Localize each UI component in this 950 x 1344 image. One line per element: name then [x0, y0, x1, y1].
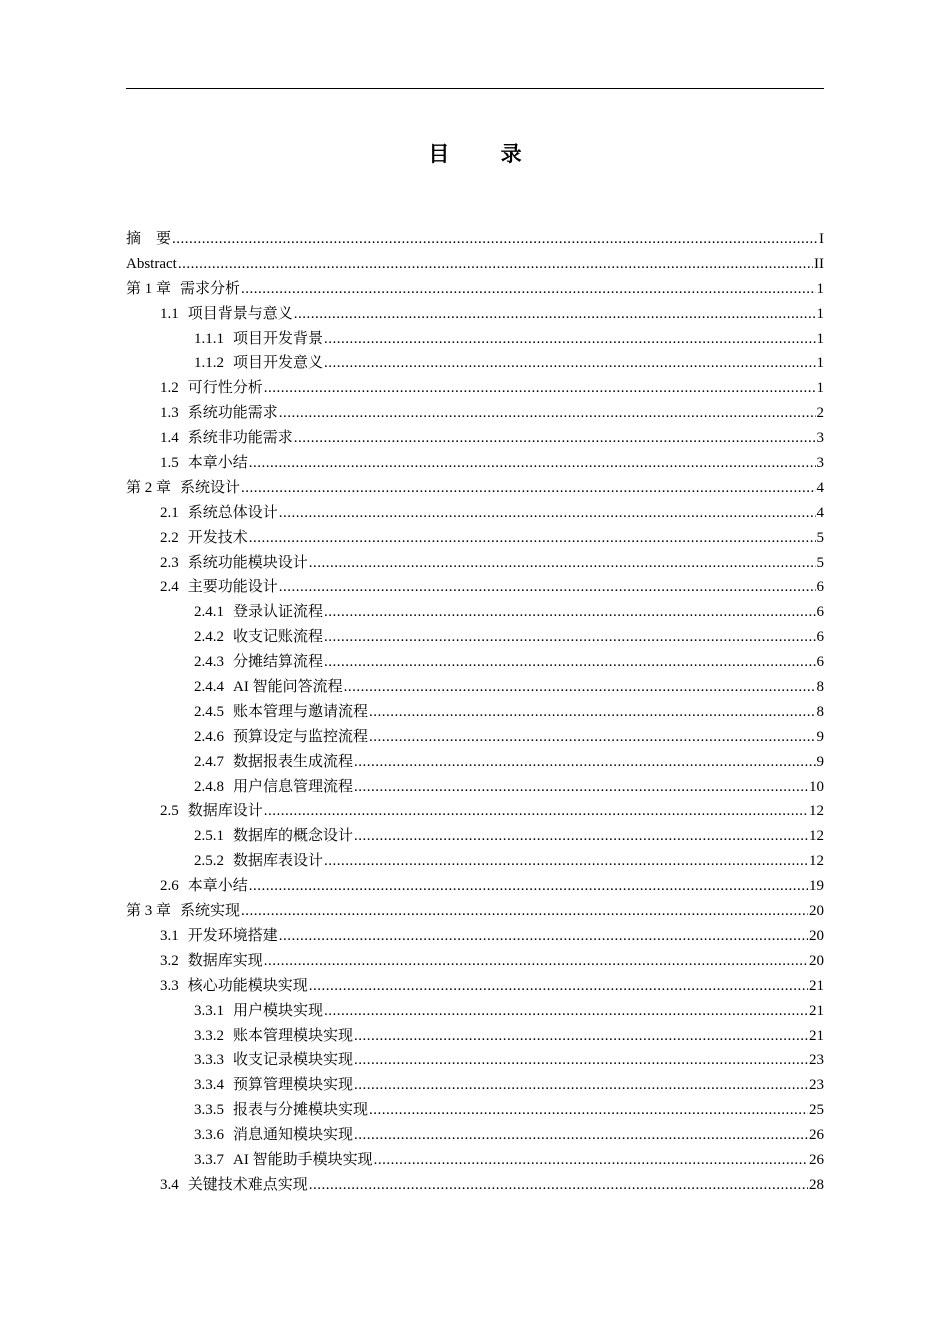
toc-page-number: 23 — [809, 1052, 824, 1069]
toc-entry-number: 3.3.4 — [194, 1077, 224, 1094]
toc-entry-title: 开发技术 — [187, 529, 248, 546]
toc-entry-title: 本章小结 — [187, 878, 248, 895]
toc-page-number: 23 — [809, 1077, 824, 1094]
toc-entry[interactable] — [126, 924, 824, 949]
toc-page-number: 6 — [816, 654, 824, 671]
toc-entry-number: 第 3 章 — [126, 903, 172, 920]
toc-dot-leader — [249, 451, 816, 476]
toc-page-number: 3 — [816, 455, 824, 472]
toc-dot-leader — [279, 401, 816, 426]
toc-page-number: 28 — [809, 1176, 824, 1193]
toc-page-number: 6 — [816, 604, 824, 621]
toc-entry-number: 3.3.5 — [194, 1102, 224, 1119]
toc-entry-title: 系统设计 — [180, 479, 241, 496]
toc-entry-number: 3.3.7 — [194, 1151, 224, 1168]
toc-entry[interactable] — [126, 351, 824, 376]
toc-entry-title: 用户模块实现 — [233, 1002, 324, 1019]
toc-entry[interactable] — [126, 949, 824, 974]
toc-entry-number: 2.4.5 — [194, 703, 224, 720]
toc-dot-leader — [178, 252, 813, 277]
toc-page-number: 2 — [816, 405, 824, 422]
toc-entry-number: 2.2 — [160, 529, 179, 546]
toc-entry-number: 3.3.3 — [194, 1052, 224, 1069]
table-of-contents — [126, 227, 824, 1198]
toc-dot-leader — [279, 924, 808, 949]
toc-entry-title: 关键技术难点实现 — [187, 1176, 308, 1193]
toc-entry[interactable] — [126, 551, 824, 576]
toc-entry[interactable] — [126, 327, 824, 352]
toc-page-number: 1 — [816, 330, 824, 347]
toc-entry[interactable] — [126, 575, 824, 600]
toc-entry-number: 2.4.6 — [194, 728, 224, 745]
toc-page-number: 6 — [816, 629, 824, 646]
toc-entry-title: 登录认证流程 — [233, 604, 324, 621]
toc-dot-leader — [279, 501, 816, 526]
page-title: 目 录 — [428, 142, 544, 166]
toc-entry[interactable] — [126, 824, 824, 849]
toc-dot-leader — [354, 1048, 808, 1073]
header-rule — [126, 88, 824, 89]
toc-entry[interactable] — [126, 451, 824, 476]
toc-page-number: 12 — [809, 853, 824, 870]
toc-entry-title: 预算设定与监控流程 — [233, 728, 369, 745]
toc-dot-leader — [264, 376, 816, 401]
toc-entry-number: 3.3.6 — [194, 1127, 224, 1144]
toc-entry[interactable] — [126, 1098, 824, 1123]
toc-entry-title: 摘 要 — [126, 231, 172, 247]
toc-entry-title: 分摊结算流程 — [233, 654, 324, 671]
toc-dot-leader — [324, 849, 808, 874]
toc-entry-title: 数据库设计 — [187, 803, 263, 820]
toc-entry[interactable] — [126, 700, 824, 725]
toc-dot-leader — [264, 949, 808, 974]
toc-dot-leader — [241, 476, 815, 501]
toc-entry[interactable] — [126, 974, 824, 999]
toc-entry[interactable] — [126, 501, 824, 526]
toc-page-number: 1 — [816, 355, 824, 372]
toc-entry-title: AI 智能助手模块实现 — [233, 1151, 373, 1168]
toc-page-number: 12 — [809, 803, 824, 820]
toc-page-number: 5 — [816, 554, 824, 571]
toc-page-number: 20 — [809, 903, 824, 920]
toc-entry[interactable] — [126, 1024, 824, 1049]
toc-page-number: 12 — [809, 828, 824, 845]
toc-entry[interactable] — [126, 775, 824, 800]
toc-entry-title: 项目开发意义 — [233, 355, 324, 372]
toc-dot-leader — [369, 1098, 808, 1123]
toc-entry[interactable] — [126, 999, 824, 1024]
toc-dot-leader — [324, 625, 815, 650]
toc-dot-leader — [354, 1073, 808, 1098]
toc-entry-number: 2.5 — [160, 803, 179, 820]
toc-entry-title: 可行性分析 — [187, 380, 263, 397]
toc-dot-leader — [324, 327, 815, 352]
toc-dot-leader — [294, 302, 816, 327]
toc-dot-leader — [374, 1148, 808, 1173]
toc-dot-leader — [369, 725, 815, 750]
toc-entry-number: 2.4.8 — [194, 778, 224, 795]
toc-dot-leader — [249, 874, 808, 899]
toc-entry-number: 2.3 — [160, 554, 179, 571]
toc-entry-title: 账本管理与邀请流程 — [233, 703, 369, 720]
toc-entry-title: 账本管理模块实现 — [233, 1027, 354, 1044]
toc-entry-title: 收支记账流程 — [233, 629, 324, 646]
toc-entry-number: 2.4.7 — [194, 753, 224, 770]
toc-entry-title: AI 智能问答流程 — [233, 679, 343, 696]
toc-entry[interactable] — [126, 1048, 824, 1073]
toc-entry-title: 数据库表设计 — [233, 853, 324, 870]
toc-entry-title: 收支记录模块实现 — [233, 1052, 354, 1069]
toc-entry-number: 2.5.2 — [194, 853, 224, 870]
toc-entry-title: 系统功能模块设计 — [187, 554, 308, 571]
toc-entry-number: 3.3.1 — [194, 1002, 224, 1019]
toc-entry[interactable] — [126, 252, 824, 277]
toc-dot-leader — [354, 775, 808, 800]
toc-entry[interactable] — [126, 277, 824, 302]
toc-entry-number: 2.5.1 — [194, 828, 224, 845]
toc-entry-title: 用户信息管理流程 — [233, 778, 354, 795]
toc-entry[interactable] — [126, 650, 824, 675]
toc-entry-number: 1.4 — [160, 430, 179, 447]
toc-entry-number: 3.3.2 — [194, 1027, 224, 1044]
toc-dot-leader — [241, 277, 815, 302]
toc-page-number: 21 — [809, 977, 824, 994]
toc-page-number: 20 — [809, 927, 824, 944]
toc-page-number: 19 — [809, 878, 824, 895]
toc-entry-number: 3.2 — [160, 952, 179, 969]
toc-entry-number: 3.1 — [160, 927, 179, 944]
toc-page-number: I — [819, 231, 824, 247]
toc-entry-number: 1.1 — [160, 305, 179, 322]
toc-entry-title: 开发环境搭建 — [187, 927, 278, 944]
toc-entry-number: 2.4 — [160, 579, 179, 596]
toc-entry-title: 核心功能模块实现 — [187, 977, 308, 994]
toc-entry[interactable] — [126, 725, 824, 750]
toc-entry[interactable] — [126, 1148, 824, 1173]
toc-entry-number: 第 2 章 — [126, 479, 172, 496]
toc-page-number: 6 — [816, 579, 824, 596]
toc-entry-title: 系统总体设计 — [187, 504, 278, 521]
toc-entry[interactable] — [126, 1073, 824, 1098]
toc-dot-leader — [324, 999, 808, 1024]
toc-entry[interactable] — [126, 600, 824, 625]
toc-entry-title: 需求分析 — [180, 280, 241, 297]
toc-page-number: 9 — [816, 728, 824, 745]
toc-page-number: 5 — [816, 529, 824, 546]
toc-entry-number: 第 1 章 — [126, 280, 172, 297]
toc-entry-title: 系统非功能需求 — [187, 430, 293, 447]
toc-entry-number: 2.4.2 — [194, 629, 224, 646]
toc-dot-leader — [344, 675, 816, 700]
toc-page-number: 9 — [816, 753, 824, 770]
toc-dot-leader — [241, 899, 808, 924]
toc-entry-number: 3.3 — [160, 977, 179, 994]
toc-entry-title: 数据报表生成流程 — [233, 753, 354, 770]
toc-entry-title: 数据库实现 — [187, 952, 263, 969]
toc-entry-number: 2.4.1 — [194, 604, 224, 621]
toc-dot-leader — [309, 974, 808, 999]
toc-entry-number: 1.2 — [160, 380, 179, 397]
toc-entry[interactable] — [126, 625, 824, 650]
toc-entry[interactable] — [126, 426, 824, 451]
toc-entry[interactable] — [126, 675, 824, 700]
toc-entry[interactable] — [126, 476, 824, 501]
toc-entry-number: 2.4.3 — [194, 654, 224, 671]
toc-page-number: 8 — [816, 679, 824, 696]
toc-entry-title: 主要功能设计 — [187, 579, 278, 596]
toc-dot-leader — [369, 700, 815, 725]
toc-entry-number: 1.1.1 — [194, 330, 224, 347]
toc-entry-title: 预算管理模块实现 — [233, 1077, 354, 1094]
toc-entry-number: 2.1 — [160, 504, 179, 521]
toc-page-number: 26 — [809, 1151, 824, 1168]
toc-page-number: 3 — [816, 430, 824, 447]
toc-entry-number: 1.1.2 — [194, 355, 224, 372]
toc-dot-leader — [354, 750, 815, 775]
toc-dot-leader — [324, 351, 815, 376]
toc-entry-title: 本章小结 — [187, 455, 248, 472]
toc-page-number: 21 — [809, 1027, 824, 1044]
toc-entry[interactable] — [126, 302, 824, 327]
toc-entry[interactable] — [126, 227, 824, 252]
toc-page-number: II — [814, 255, 824, 272]
toc-dot-leader — [324, 600, 815, 625]
toc-page-number: 26 — [809, 1127, 824, 1144]
toc-entry[interactable] — [126, 750, 824, 775]
toc-dot-leader — [354, 1024, 808, 1049]
toc-entry[interactable] — [126, 526, 824, 551]
toc-entry[interactable] — [126, 849, 824, 874]
toc-dot-leader — [264, 799, 808, 824]
toc-page-number: 1 — [816, 280, 824, 297]
toc-dot-leader — [354, 1123, 808, 1148]
toc-entry-title: 项目背景与意义 — [187, 305, 293, 322]
toc-dot-leader — [294, 426, 816, 451]
toc-page-number: 8 — [816, 703, 824, 720]
toc-entry-title: 消息通知模块实现 — [233, 1127, 354, 1144]
toc-entry-title: 系统实现 — [180, 903, 241, 920]
toc-entry-number: 2.4.4 — [194, 679, 224, 696]
toc-dot-leader — [309, 1173, 808, 1198]
toc-page-number: 21 — [809, 1002, 824, 1019]
toc-entry-title: 报表与分摊模块实现 — [233, 1102, 369, 1119]
toc-entry[interactable] — [126, 376, 824, 401]
toc-entry-title: 项目开发背景 — [233, 330, 324, 347]
toc-page-number: 4 — [816, 504, 824, 521]
toc-dot-leader — [279, 575, 816, 600]
toc-page-number: 4 — [816, 479, 824, 496]
toc-entry[interactable] — [126, 874, 824, 899]
toc-entry[interactable] — [126, 401, 824, 426]
toc-page-number: 20 — [809, 952, 824, 969]
toc-page-number: 1 — [816, 305, 824, 322]
toc-dot-leader — [249, 526, 816, 551]
toc-entry[interactable] — [126, 899, 824, 924]
toc-entry-title: 系统功能需求 — [187, 405, 278, 422]
toc-page-number: 1 — [816, 380, 824, 397]
toc-entry[interactable] — [126, 1123, 824, 1148]
toc-page-number: 25 — [809, 1102, 824, 1119]
toc-dot-leader — [172, 227, 818, 252]
toc-dot-leader — [309, 551, 816, 576]
toc-entry-number: 2.6 — [160, 878, 179, 895]
toc-dot-leader — [354, 824, 808, 849]
toc-entry[interactable] — [126, 1173, 824, 1198]
toc-dot-leader — [324, 650, 815, 675]
toc-entry-title: 数据库的概念设计 — [233, 828, 354, 845]
toc-page-number: 10 — [809, 778, 824, 795]
toc-entry-number: 1.5 — [160, 455, 179, 472]
toc-entry-title: Abstract — [126, 255, 177, 272]
toc-entry-number: 1.3 — [160, 405, 179, 422]
toc-entry[interactable] — [126, 799, 824, 824]
toc-entry-number: 3.4 — [160, 1176, 179, 1193]
